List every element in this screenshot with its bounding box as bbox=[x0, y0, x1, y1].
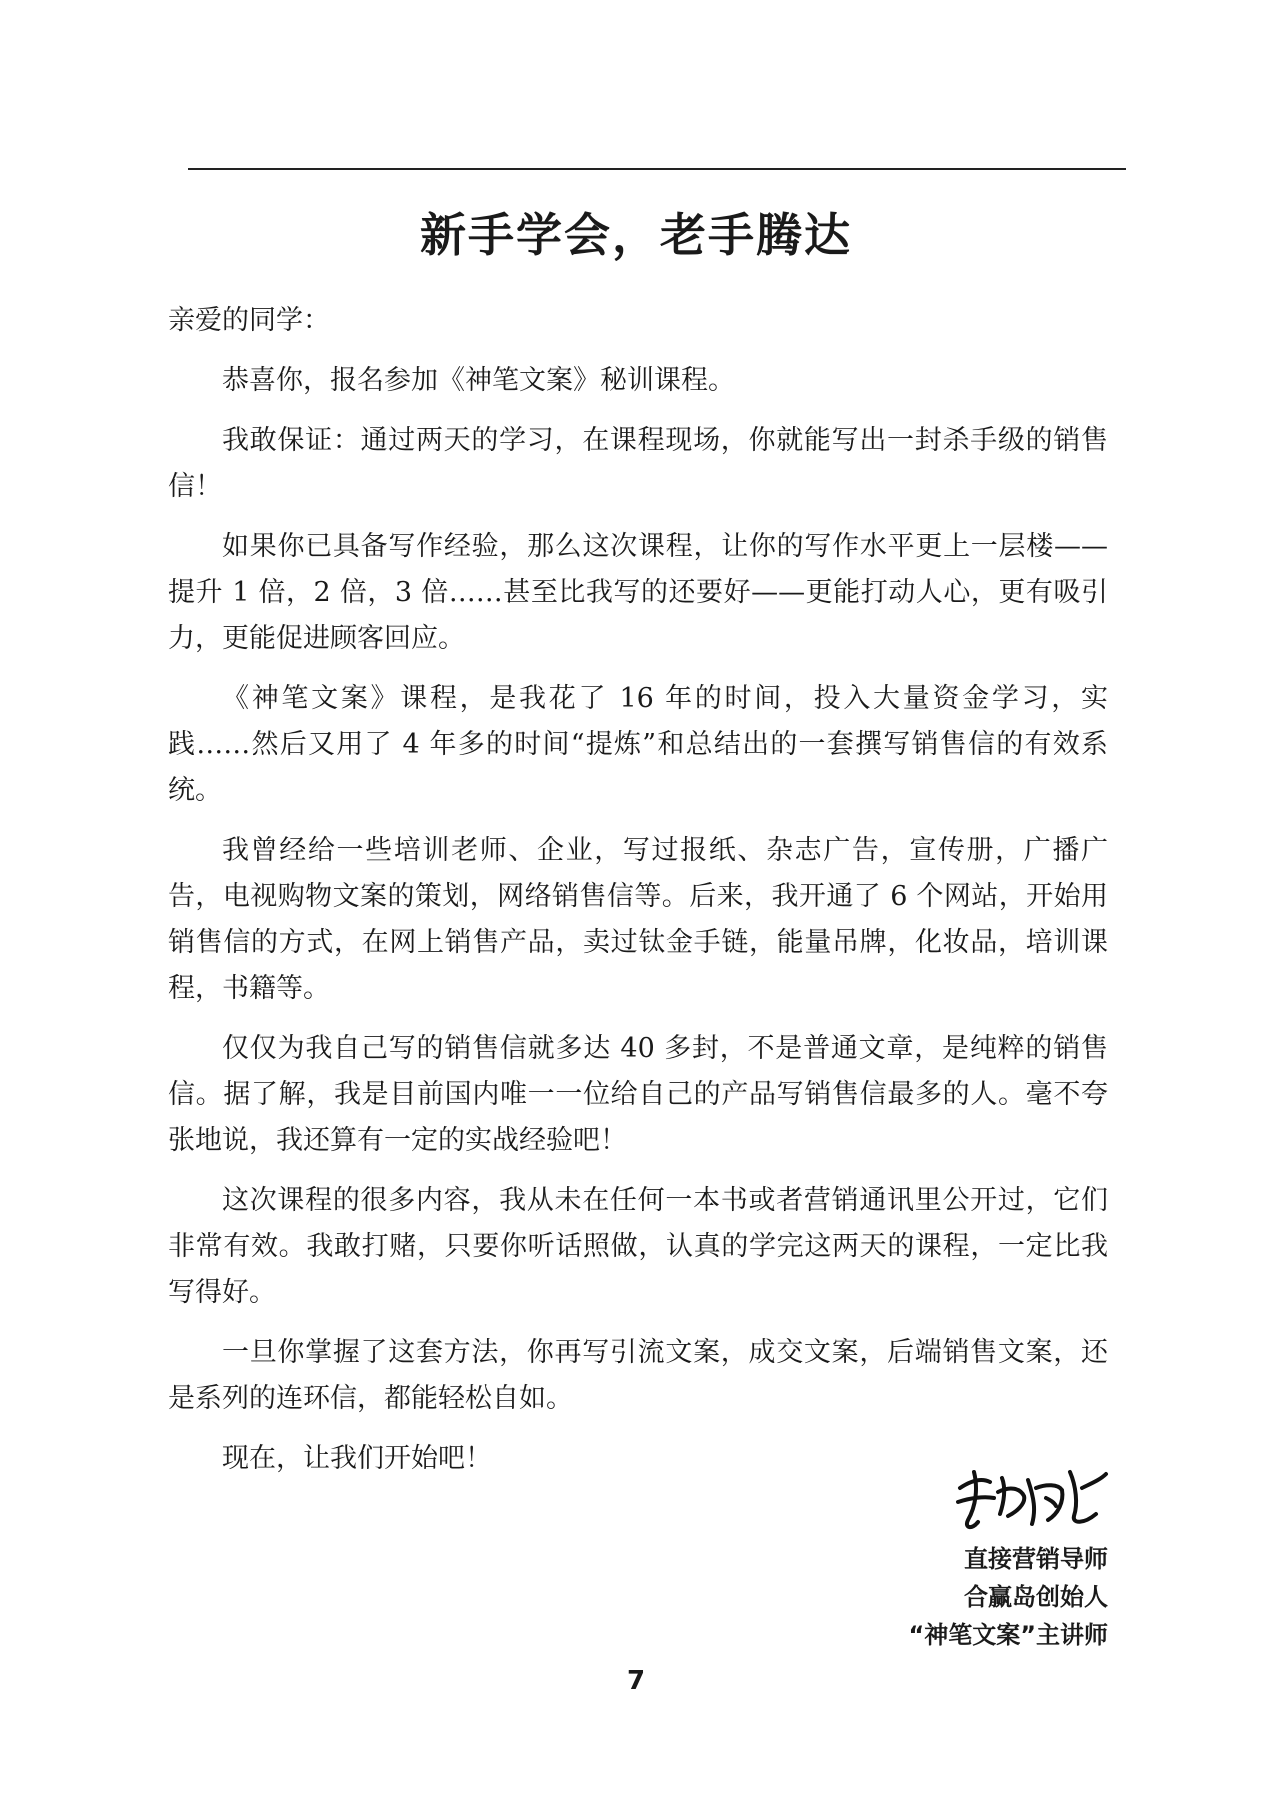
paragraph-4: 《神笔文案》课程，是我花了 16 年的时间，投入大量资金学习，实践……然后又用了 4 年多的时间“提炼”和总结出的一套撰写销售信的有效系统。 bbox=[168, 683, 1108, 806]
paragraph-6: 仅仅为我自己写的销售信就多达 40 多封，不是普通文章，是纯粹的销售信。据了解，我是目前国内唯一一位给自己的产品写销售信最多的人。毫不夸张地说，我还算有一定的实战经验吧！ bbox=[168, 1033, 1108, 1156]
paragraph-7: 这次课程的很多内容，我从未在任何一本书或者营销通讯里公开过，它们非常有效。我敢打赌，只要你听话照做，认真的学完这两天的课程，一定比我写得好。 bbox=[168, 1185, 1108, 1308]
page-number: 7 bbox=[626, 1666, 646, 1696]
paragraph-9: 现在，让我们开始吧！ bbox=[222, 1443, 492, 1474]
signature-line-3: “神笔文案”主讲师 bbox=[908, 1621, 1108, 1649]
paragraph-1: 恭喜你，报名参加《神笔文案》秘训课程。 bbox=[222, 365, 735, 396]
salutation: 亲爱的同学： bbox=[168, 305, 330, 336]
paragraph-2: 我敢保证：通过两天的学习，在课程现场，你就能写出一封杀手级的销售信！ bbox=[168, 425, 1108, 502]
signature-block bbox=[908, 1540, 1108, 1654]
paragraph-5: 我曾经给一些培训老师、企业，写过报纸、杂志广告，宣传册，广播广告，电视购物文案的策划，网络销售信等。后来，我开通了 6 个网站，开始用销售信的方式，在网上销售产品，卖过钛金手链，能量吊牌，化妆品，培训课程，书籍等。 bbox=[168, 835, 1108, 1004]
paragraph-3: 如果你已具备写作经验，那么这次课程，让你的写作水平更上一层楼——提升 1 倍，2 倍，3 倍……甚至比我写的还要好——更能打动人心，更有吸引力，更能促进顾客回应。 bbox=[168, 531, 1108, 654]
signature-line-1: 直接营销导师 bbox=[964, 1545, 1108, 1573]
header-rule bbox=[188, 168, 1126, 170]
letter-body bbox=[168, 298, 1108, 1496]
handwritten-signature bbox=[950, 1458, 1110, 1538]
signature-line-2: 合赢岛创始人 bbox=[964, 1583, 1108, 1611]
page-title: 新手学会，老手腾达 bbox=[420, 208, 852, 262]
paragraph-8: 一旦你掌握了这套方法，你再写引流文案，成交文案，后端销售文案，还是系列的连环信，都能轻松自如。 bbox=[168, 1337, 1108, 1414]
